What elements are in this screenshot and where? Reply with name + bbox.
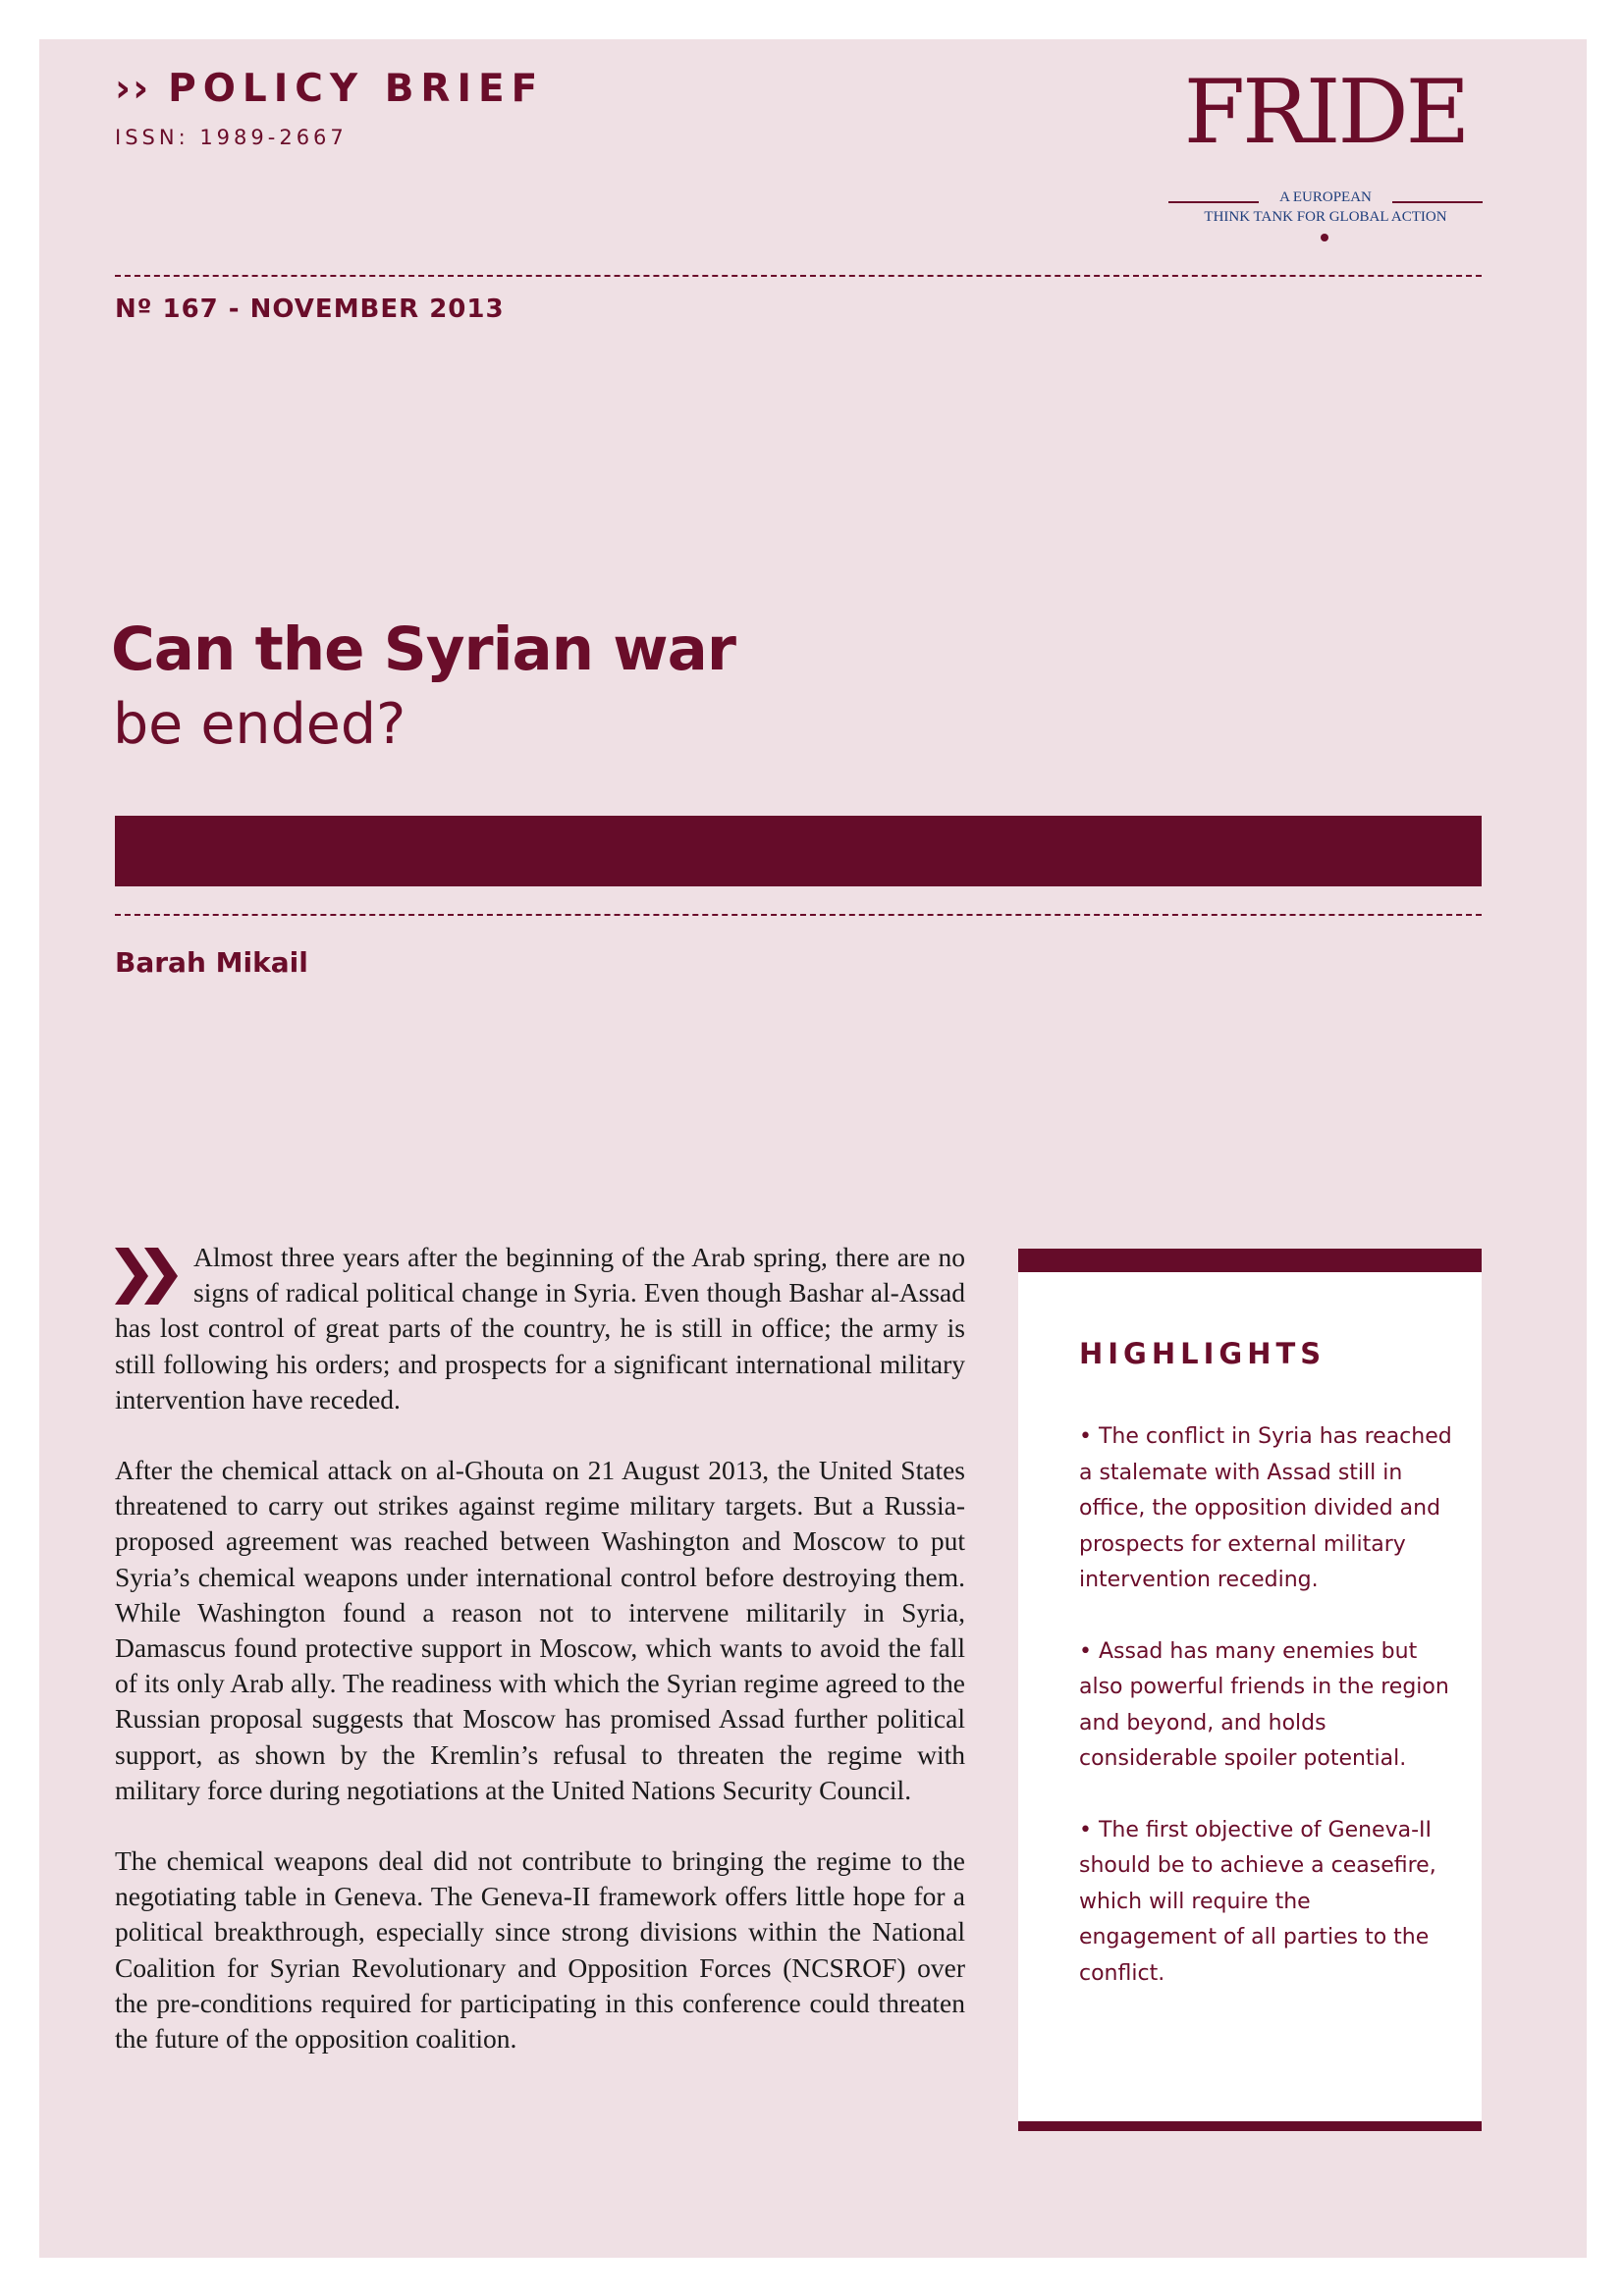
- divider-top: [115, 275, 1482, 277]
- logo-tagline-2: THINK TANK FOR GLOBAL ACTION: [1204, 209, 1447, 225]
- highlight-item: • The conflict in Syria has reached a stalemate with Assad still in office, the opposition divided and prospects for external military intervention receding.: [1079, 1424, 1452, 1592]
- body-paragraph: The chemical weapons deal did not contribute to bringing the regime to the negotiating table in Geneva. The Geneva-II framework offers little hope for a political breakthrough, especially since strong divisions within the National Coalition for Syrian Revolutionary and Opposition Forces (NCSROF) over the pre-conditions required for participating in this conference could threaten the future of the opposition coalition.: [115, 1845, 965, 2055]
- divider-author: [115, 914, 1482, 916]
- issn: ISSN: 1989-2667: [115, 126, 348, 149]
- double-chevron-icon: [115, 1248, 186, 1305]
- body-text: [115, 1240, 965, 2092]
- logo-dot-icon: [1321, 234, 1328, 241]
- series-label: [115, 67, 544, 111]
- body-paragraph: After the chemical attack on al-Ghouta on 21 August 2013, the United States threatened to carry out strikes against regime military targets. But a Russia-proposed agreement was reached between Washington and Moscow to put Syria’s chemical weapons under international control before destroying them. While Washington found a reason not to intervene militarily in Syria, Damascus found protective support in Moscow, which wants to avoid the fall of its only Arab ally. The readiness with which the Syrian regime agreed to the Russian proposal suggests that Moscow has promised Assad further political support, as shown by the Kremlin’s refusal to threaten the regime with military force during negotiations at the United Nations Security Council.: [115, 1455, 965, 1805]
- highlights-list: [1079, 1419, 1452, 2027]
- logo-wordmark: FRIDE: [1183, 61, 1468, 164]
- body-paragraph: Almost three years after the beginning of the Arab spring, there are no signs of radical political change in Syria. Even though Bashar al-Assad has lost control of great parts of the country, he is still in office; the army is still following his orders; and prospects for a significant international military intervention have receded.: [115, 1242, 965, 1415]
- series-title: POLICY BRIEF: [168, 67, 545, 111]
- chevron-icon: ››: [115, 67, 151, 111]
- highlight-item: • The first objective of Geneva-II should be to achieve a ceasefire, which will require the engagement of all parties to the conflict.: [1079, 1817, 1436, 1986]
- highlights-title: HIGHLIGHTS: [1079, 1337, 1326, 1370]
- author-name: Barah Mikail: [115, 946, 308, 979]
- issue-number: Nº 167 - NOVEMBER 2013: [115, 294, 505, 324]
- title-band: [115, 816, 1482, 886]
- publisher-logo: [1168, 59, 1483, 245]
- highlights-box: [1018, 1249, 1482, 2131]
- highlight-item: • Assad has many enemies but also powerful friends in the region and beyond, and holds considerable spoiler potential.: [1079, 1638, 1449, 1771]
- title-line-2: be ended?: [113, 692, 406, 757]
- logo-tagline-1: A EUROPEAN: [1279, 189, 1372, 205]
- title-line-1: Can the Syrian war: [111, 614, 735, 684]
